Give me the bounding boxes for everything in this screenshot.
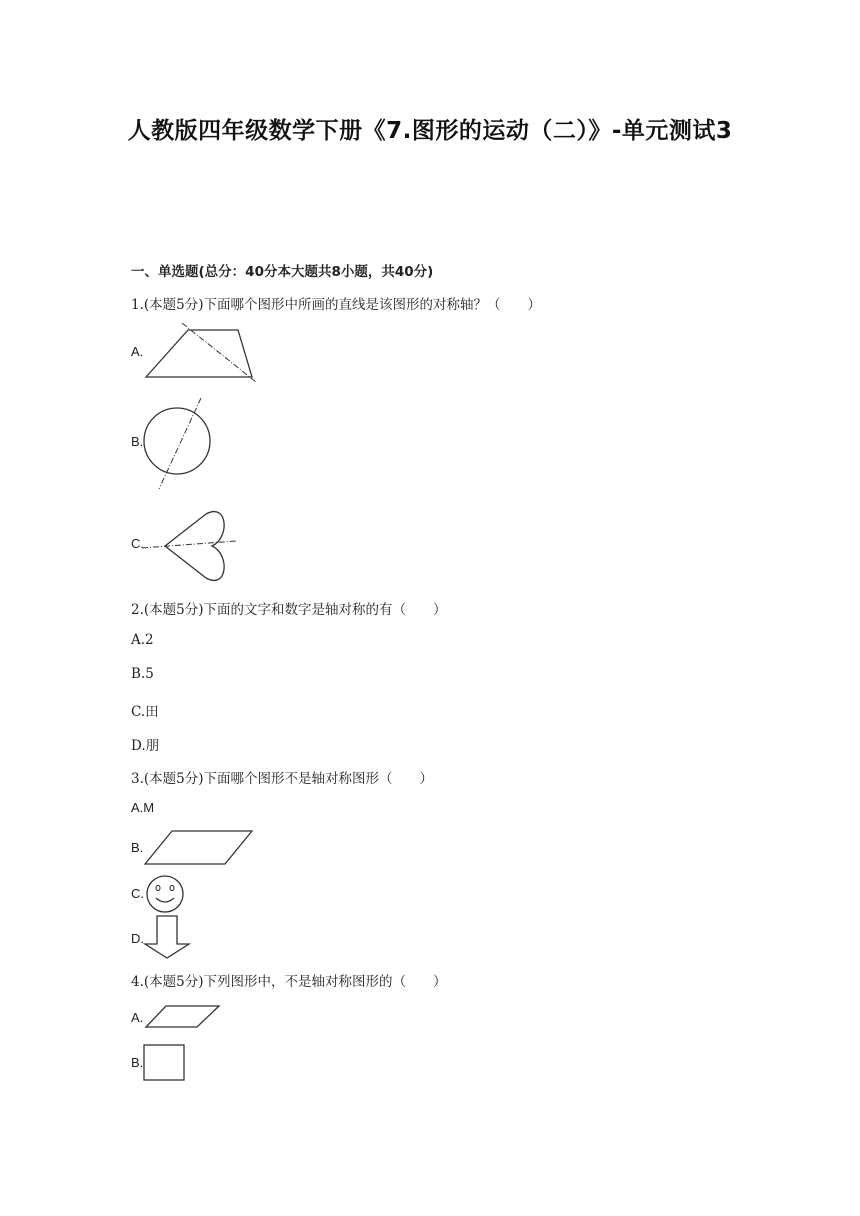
q3-option-d-label: D. <box>131 931 144 946</box>
q2-option-c: C.田 <box>131 704 159 720</box>
q3-option-b-label: B. <box>131 840 144 855</box>
section-heading: 一、单选题(总分：40分本大题共8小题，共40分) <box>131 264 434 280</box>
q3-down-arrow-icon <box>145 914 193 960</box>
q1-option-a-label: A. <box>131 344 144 359</box>
q3-smiley-face-icon <box>143 874 187 914</box>
q4-option-a-label: A. <box>131 1010 144 1025</box>
q4-option-b-label: B. <box>131 1055 144 1070</box>
q4-parallelogram-figure <box>144 1004 222 1030</box>
document-title: 人教版四年级数学下册《7.图形的运动（二）》-单元测试3 <box>127 118 733 144</box>
q3-option-a: A.M <box>131 800 155 815</box>
question-3-stem: 3.(本题5分)下面哪个图形不是轴对称图形（ ） <box>131 771 434 787</box>
q1-trapezoid-figure <box>140 320 260 386</box>
q3-parallelogram-figure <box>142 829 256 867</box>
q4-rectangle-figure <box>143 1044 187 1082</box>
q1-circle-figure <box>140 395 220 491</box>
q1-option-c-label: C. <box>131 536 144 551</box>
question-4-stem: 4.(本题5分)下列图形中，不是轴对称图形的（ ） <box>131 974 447 990</box>
question-2-stem: 2.(本题5分)下面的文字和数字是轴对称的有（ ） <box>131 602 447 618</box>
q2-option-d: D.朋 <box>131 738 160 754</box>
q3-option-c-label: C. <box>131 886 144 901</box>
q2-option-b: B.5 <box>131 666 154 682</box>
q2-option-a: A.2 <box>131 632 154 648</box>
q1-option-b-label: B. <box>131 434 144 449</box>
q1-heart-figure <box>140 508 240 580</box>
question-1-stem: 1.(本题5分)下面哪个图形中所画的直线是该图形的对称轴？（ ） <box>131 297 542 313</box>
